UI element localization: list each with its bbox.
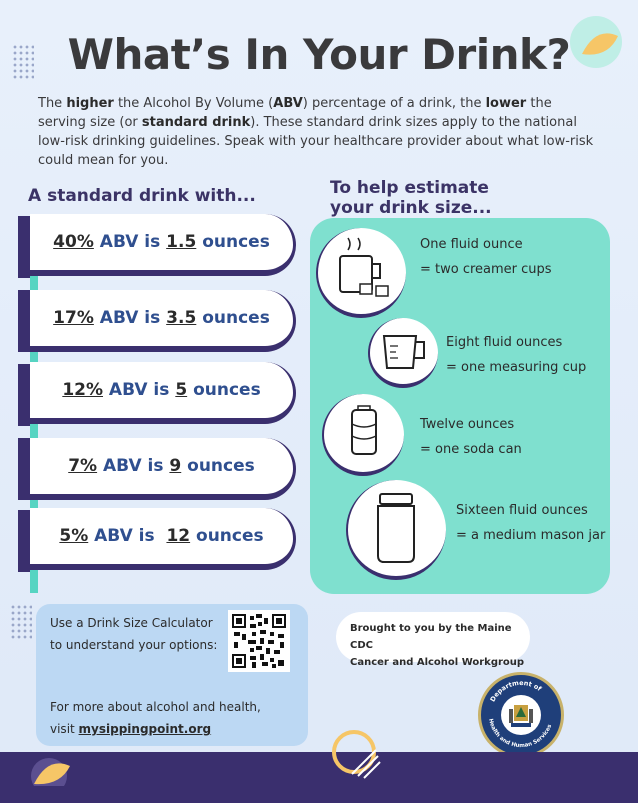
estimate-label: One fluid ounce = two creamer cups xyxy=(420,237,552,277)
estimate-heading: To help estimate your drink size... xyxy=(330,178,492,218)
standard-drink-heading: A standard drink with... xyxy=(28,186,256,206)
creamer-cup-icon xyxy=(318,228,404,314)
seal-icon xyxy=(481,675,561,755)
more-info-text: For more about alcohol and health, visit mysippingpoint.org xyxy=(50,700,261,736)
estimate-label: Sixteen fluid ounces = a medium mason jar xyxy=(456,503,606,543)
estimate-label: Eight fluid ounces = one measuring cup xyxy=(446,335,587,375)
decorative-ring-icon xyxy=(328,726,386,784)
pill-edge xyxy=(18,216,30,278)
drink-pill-7: 7% ABV is 9 ounces xyxy=(30,438,296,500)
pill-edge xyxy=(18,510,30,572)
measuring-cup-icon xyxy=(370,318,436,384)
mason-jar-icon xyxy=(348,480,444,576)
qr-code-icon xyxy=(230,612,288,670)
estimate-circle xyxy=(346,480,446,580)
calculator-text: Use a Drink Size Calculator to understand your options: xyxy=(50,616,218,652)
page-title: What’s In Your Drink? xyxy=(67,30,571,79)
pill-edge xyxy=(18,438,30,500)
pill-edge xyxy=(18,290,30,352)
estimate-circle xyxy=(322,394,404,476)
soda-can-icon xyxy=(324,394,402,472)
credit-badge: Brought to you by the Maine CDC Cancer and Alcohol Workgroup xyxy=(336,612,530,662)
drink-pill-17: 17% ABV is 3.5 ounces xyxy=(30,290,296,352)
mysippingpoint-link[interactable]: mysippingpoint.org xyxy=(78,722,212,736)
estimate-circle xyxy=(316,228,406,318)
pill-edge xyxy=(18,364,30,426)
decorative-dots xyxy=(10,604,32,640)
drink-pill-12: 12% ABV is 5 ounces xyxy=(30,362,296,424)
estimate-label: Twelve ounces = one soda can xyxy=(420,417,522,457)
estimate-circle xyxy=(368,318,438,388)
svg-text:Health and Human Services: Health and Human Services xyxy=(487,718,554,750)
footer-band xyxy=(0,752,638,803)
drink-pill-5: 5% ABV is 12 ounces xyxy=(30,508,296,570)
qr-code[interactable] xyxy=(228,610,290,672)
svg-text:Department of: Department of xyxy=(488,678,543,704)
decorative-shape-icon xyxy=(26,756,72,786)
intro-paragraph: The higher the Alcohol By Volume (ABV) percentage of a drink, the lower the serving size (or standard drink). These standard drink sizes apply to the national low-risk drinking guidelines. Speak with your healthcare provider about what low-risk could mean for you. xyxy=(38,96,594,168)
dhhs-seal xyxy=(478,672,564,758)
drink-pill-40: 40% ABV is 1.5 ounces xyxy=(30,214,296,276)
